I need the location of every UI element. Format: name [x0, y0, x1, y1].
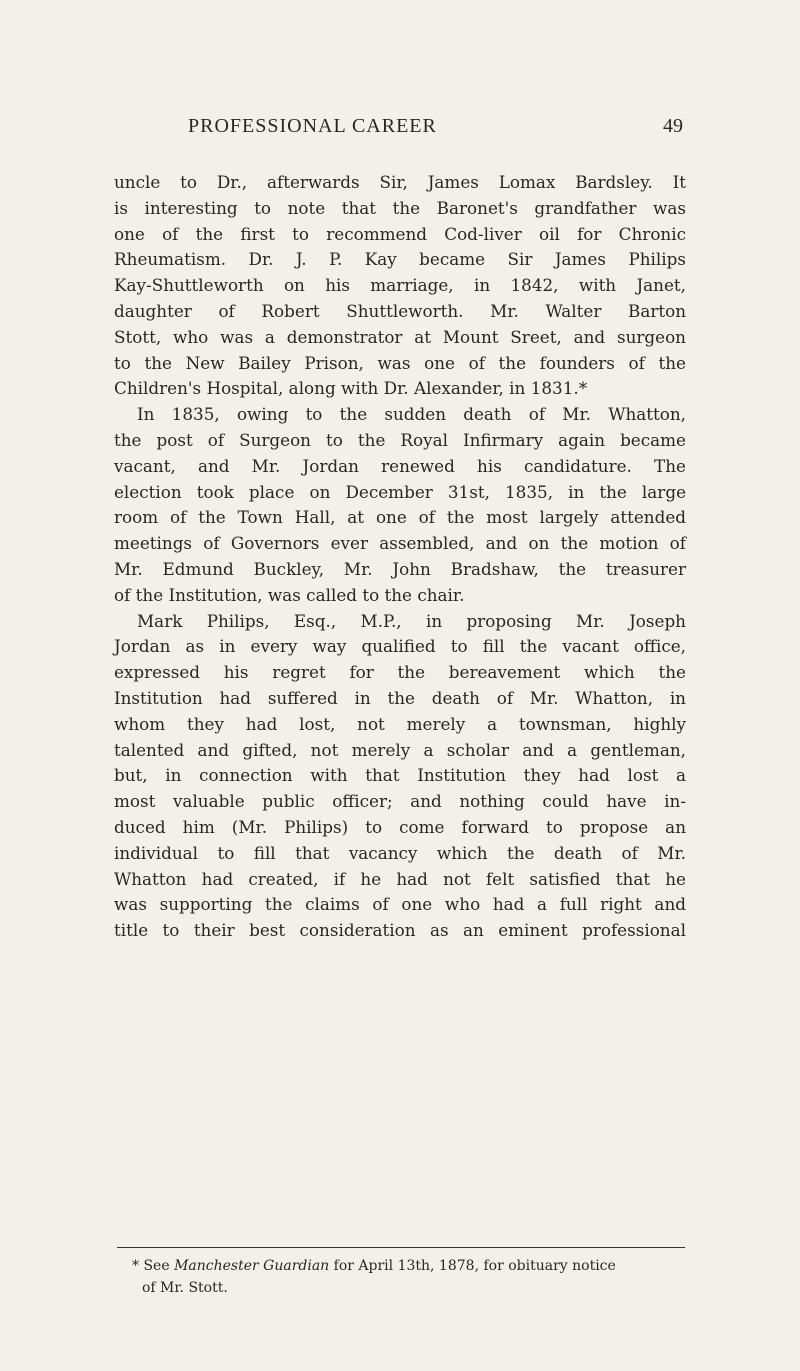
- text-line: Rheumatism. Dr. J. P. Kay became Sir James Philips: [114, 249, 686, 270]
- page-number: 49: [663, 115, 683, 137]
- text-line: but, in connection with that Institution they had lost a: [114, 765, 686, 786]
- footnote-publication: Manchester Guardian: [174, 1258, 330, 1274]
- text-line: expressed his regret for the bereavement which the: [114, 662, 686, 683]
- footnote-marker: *: [132, 1258, 139, 1274]
- text-line: the post of Surgeon to the Royal Infirmary again became: [114, 429, 686, 450]
- footnote: [132, 1255, 692, 1299]
- text-line: Mark Philips, Esq., M.P., in proposing Mr. Joseph: [137, 610, 686, 631]
- text-line: whom they had lost, not merely a townsman, highly: [114, 713, 686, 734]
- text-line: meetings of Governors ever assembled, and on the motion of: [114, 533, 686, 554]
- text-line: daughter of Robert Shuttleworth. Mr. Walter Barton: [114, 300, 686, 321]
- text-line: Children's Hospital, along with Dr. Alexander, in 1831.*: [114, 378, 588, 399]
- footnote-line: of Mr. Stott.: [142, 1280, 228, 1296]
- text-line: duced him (Mr. Philips) to come forward to propose an: [114, 816, 686, 837]
- footnote-line: [132, 1255, 692, 1277]
- text-line: title to their best consideration as an eminent professional: [114, 920, 686, 941]
- text-line: to the New Bailey Prison, was one of the founders of the: [114, 352, 686, 373]
- text-line: room of the Town Hall, at one of the most largely attended: [114, 507, 686, 528]
- text-line: one of the first to recommend Cod-liver oil for Chronic: [114, 223, 686, 244]
- running-title: PROFESSIONAL CAREER: [188, 115, 437, 137]
- footnote-rest: for April 13th, 1878, for obituary notice: [333, 1258, 616, 1274]
- text-line: Kay-Shuttleworth on his marriage, in 1842, with Janet,: [114, 275, 686, 296]
- body-text: [114, 170, 686, 944]
- footnote-divider: [117, 1247, 685, 1248]
- text-line: Whatton had created, if he had not felt satisfied that he: [114, 868, 686, 889]
- text-line: is interesting to note that the Baronet's grandfather was: [114, 197, 686, 218]
- text-line: talented and gifted, not merely a scholar and a gentleman,: [114, 739, 686, 760]
- text-line: uncle to Dr., afterwards Sir, James Lomax Bardsley. It: [114, 172, 686, 192]
- text-line: Jordan as in every way qualified to fill the vacant office,: [114, 636, 686, 657]
- text-line: Stott, who was a demonstrator at Mount Sreet, and surgeon: [114, 326, 686, 347]
- footnote-prefix: See: [143, 1258, 170, 1274]
- text-line: most valuable public officer; and nothing could have in-: [114, 791, 686, 812]
- text-line: was supporting the claims of one who had a full right and: [114, 894, 686, 915]
- text-line: vacant, and Mr. Jordan renewed his candidature. The: [114, 455, 686, 476]
- text-line: individual to fill that vacancy which the death of Mr.: [114, 842, 686, 863]
- text-line: In 1835, owing to the sudden death of Mr. Whatton,: [137, 404, 686, 425]
- text-line: election took place on December 31st, 1835, in the large: [114, 481, 686, 502]
- text-line: Institution had suffered in the death of Mr. Whatton, in: [114, 687, 686, 708]
- text-line: of the Institution, was called to the chair.: [114, 584, 465, 605]
- text-line: Mr. Edmund Buckley, Mr. John Bradshaw, the treasurer: [114, 558, 686, 579]
- running-header: [188, 115, 683, 139]
